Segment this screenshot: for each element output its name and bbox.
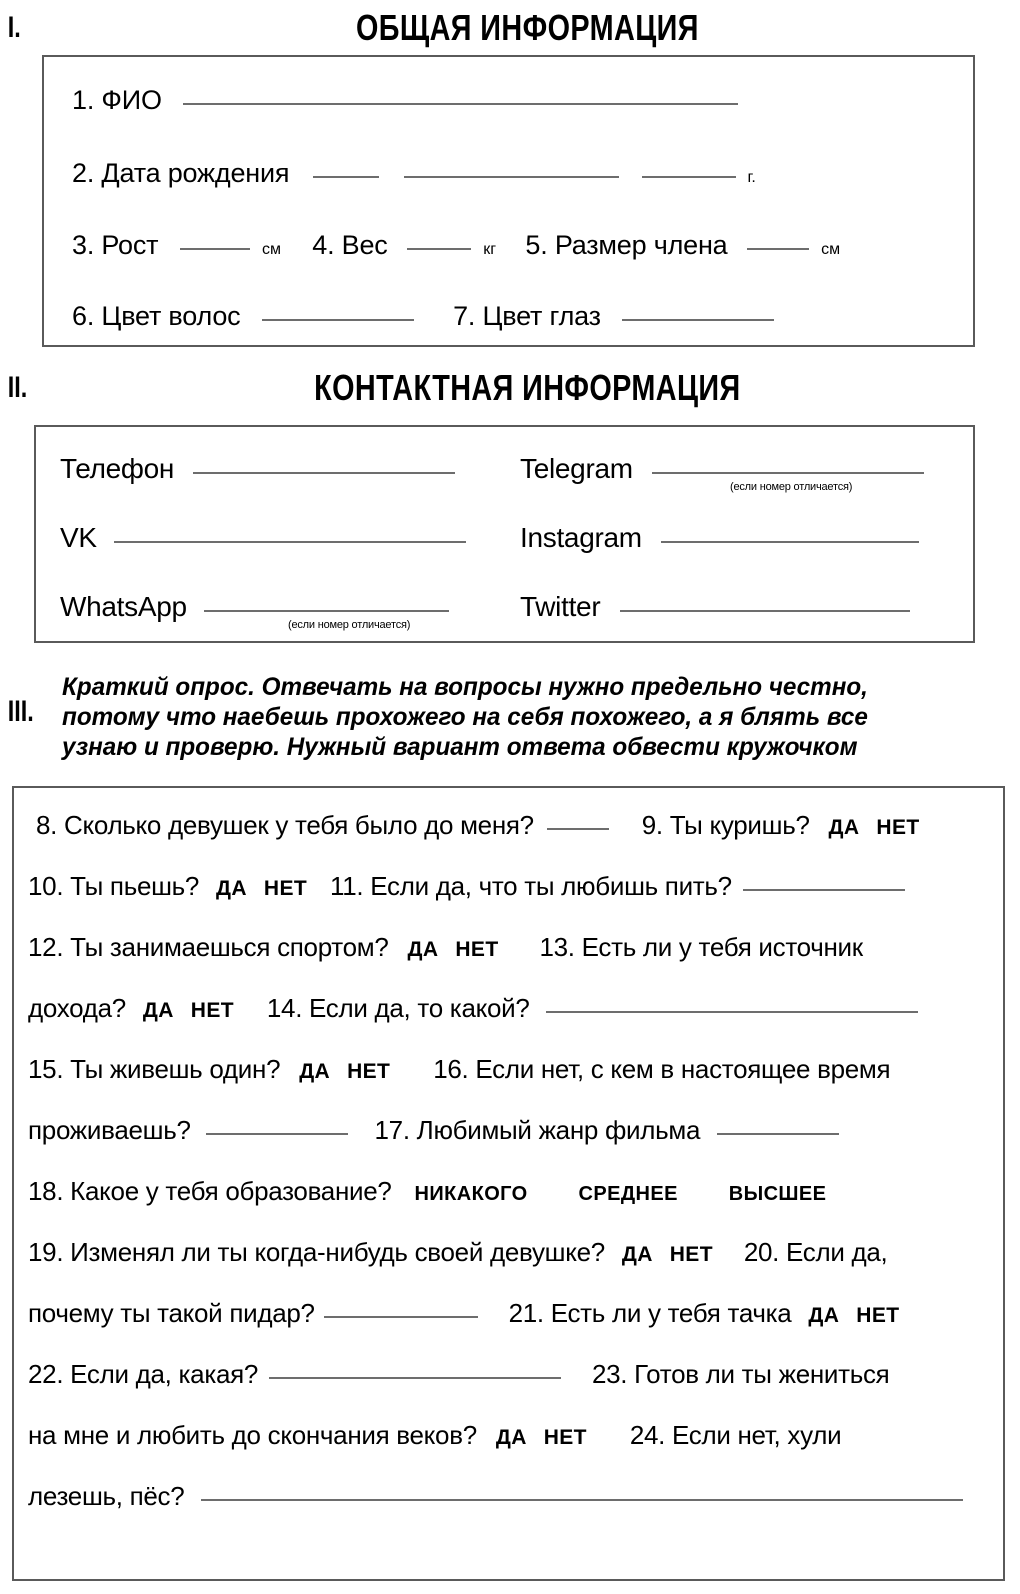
contact-telegram-note: (если номер отличается) — [730, 481, 853, 493]
question-22-input[interactable] — [269, 1377, 561, 1379]
question-11-input[interactable] — [743, 889, 905, 891]
section-i-title: ОБЩАЯ ИНФОРМАЦИЯ — [355, 7, 699, 48]
contact-vk-input[interactable] — [114, 541, 466, 543]
question-12-label: 12. Ты занимаешься спортом? — [28, 932, 389, 962]
question-23-label-line1: 23. Готов ли ты жениться — [591, 1359, 890, 1389]
question-21-answer-yes[interactable]: ДА — [808, 1304, 840, 1327]
contact-vk-row — [60, 524, 466, 552]
question-14-input[interactable] — [546, 1011, 918, 1013]
question-11-label: 11. Если да, что ты любишь пить? — [330, 871, 732, 901]
question-22-label: 22. Если да, какая? — [28, 1359, 259, 1389]
contact-instagram-input[interactable] — [661, 541, 919, 543]
question-24-continuation-row — [28, 1483, 963, 1509]
field-fullname-label: 1. ФИО — [72, 85, 162, 115]
question-18-row — [28, 1178, 826, 1204]
question-18-option-secondary[interactable]: СРЕДНЕЕ — [578, 1183, 678, 1205]
section-iii-box — [12, 786, 1005, 1581]
contact-telegram-input[interactable] — [652, 472, 924, 474]
field-eyecolor-input[interactable] — [622, 319, 774, 321]
question-23-answer-no[interactable]: НЕТ — [543, 1426, 587, 1449]
question-18-option-none[interactable]: НИКАКОГО — [414, 1183, 528, 1205]
question-10-answer-no[interactable]: НЕТ — [263, 877, 308, 900]
field-size-input[interactable] — [747, 248, 809, 250]
section-i-header — [0, 7, 1020, 48]
contact-twitter-label: Twitter — [520, 591, 601, 622]
field-eyecolor-label: 7. Цвет глаз — [453, 301, 601, 331]
question-19-row — [28, 1239, 887, 1265]
field-fullname-input[interactable] — [183, 103, 738, 105]
contact-phone-row — [60, 455, 455, 483]
question-17-label: 17. Любимый жанр фильма — [374, 1115, 701, 1145]
field-haircolor-input[interactable] — [262, 319, 414, 321]
contact-twitter-input[interactable] — [620, 610, 910, 612]
question-12-row — [28, 934, 863, 960]
field-height-label: 3. Рост — [72, 230, 159, 260]
question-23-label-line2: на мне и любить до скончания веков? — [28, 1420, 477, 1450]
question-15-answer-no[interactable]: НЕТ — [347, 1060, 391, 1083]
question-19-label: 19. Изменял ли ты когда-нибудь своей девушке? — [28, 1237, 605, 1267]
question-17-input[interactable] — [717, 1133, 839, 1135]
question-8-label: 8. Сколько девушек у тебя было до меня? — [36, 810, 534, 840]
field-birthdate-label: 2. Дата рождения — [72, 158, 290, 188]
question-12-answer-yes[interactable]: ДА — [407, 938, 439, 961]
field-weight-input[interactable] — [407, 248, 471, 250]
question-20-input[interactable] — [324, 1316, 478, 1318]
question-19-answer-yes[interactable]: ДА — [621, 1243, 653, 1266]
question-13-label-line2: дохода? — [28, 993, 126, 1023]
field-weight-label: 4. Вес — [312, 230, 388, 260]
field-size-unit: см — [821, 241, 841, 258]
contact-twitter-row — [520, 593, 910, 621]
field-colors-row — [72, 303, 774, 330]
question-24-label-line1: 24. Если нет, хули — [629, 1420, 842, 1450]
question-16-label-line1: 16. Если нет, с кем в настоящее время — [433, 1054, 891, 1084]
contact-instagram-row — [520, 524, 919, 552]
question-15-label: 15. Ты живешь один? — [28, 1054, 281, 1084]
question-20-label-line2: почему ты такой пидар? — [28, 1298, 315, 1328]
section-i-numeral: I. — [7, 11, 21, 44]
field-measurements-row — [72, 232, 840, 259]
question-22-row — [28, 1361, 889, 1387]
field-birthdate-day-input[interactable] — [313, 176, 379, 178]
question-16-input[interactable] — [206, 1133, 348, 1135]
question-21-label: 21. Есть ли у тебя тачка — [508, 1298, 792, 1328]
question-21-answer-no[interactable]: НЕТ — [856, 1304, 900, 1327]
question-9-answer-yes[interactable]: ДА — [828, 816, 860, 839]
contact-phone-input[interactable] — [193, 472, 455, 474]
question-8-input[interactable] — [547, 828, 609, 830]
question-23-answer-yes[interactable]: ДА — [495, 1426, 527, 1449]
question-8-row — [36, 812, 920, 838]
field-weight-unit: кг — [483, 241, 497, 258]
field-birthdate-month-input[interactable] — [404, 176, 619, 178]
section-i-box — [42, 55, 975, 347]
section-iii-numeral: III. — [7, 695, 34, 728]
contact-vk-label: VK — [60, 522, 97, 553]
contact-telegram-row — [520, 455, 924, 483]
field-size-label: 5. Размер члена — [525, 230, 728, 260]
section-ii-box — [34, 425, 975, 643]
contact-instagram-label: Instagram — [520, 522, 642, 553]
question-20-label-line1: 20. Если да, — [743, 1237, 888, 1267]
question-13-label-line1: 13. Есть ли у тебя источник — [539, 932, 863, 962]
contact-telegram-label: Telegram — [520, 453, 633, 484]
field-height-unit: см — [261, 241, 281, 258]
question-9-label: 9. Ты куришь? — [641, 810, 810, 840]
question-10-label: 10. Ты пьешь? — [28, 871, 200, 901]
section-ii-numeral: II. — [7, 371, 28, 404]
question-16-continuation-row — [28, 1117, 839, 1143]
field-birthdate-year-input[interactable] — [642, 176, 736, 178]
field-birthdate-year-suffix: г. — [747, 169, 756, 186]
contact-phone-label: Телефон — [60, 453, 175, 484]
question-24-label-line2: лезешь, пёс? — [28, 1481, 185, 1511]
question-10-answer-yes[interactable]: ДА — [216, 877, 247, 900]
question-9-answer-no[interactable]: НЕТ — [876, 816, 920, 839]
question-13-continuation-row — [28, 995, 918, 1021]
question-12-answer-no[interactable]: НЕТ — [455, 938, 499, 961]
question-16-label-line2: проживаешь? — [28, 1115, 191, 1145]
field-height-input[interactable] — [180, 248, 250, 250]
field-birthdate-row — [72, 160, 756, 187]
question-14-label: 14. Если да, то какой? — [266, 993, 530, 1023]
section-ii-header — [0, 367, 1020, 408]
question-15-answer-yes[interactable]: ДА — [299, 1060, 331, 1083]
section-iii-intro: Краткий опрос. Отвечать на вопросы нужно предельно честно, потому что наебешь прохожего на себя похожего, а я блять все узнаю и проверю. Нужный вариант ответа обвести кружочком — [62, 673, 868, 761]
contact-whatsapp-input[interactable] — [204, 610, 449, 612]
question-23-continuation-row — [28, 1422, 841, 1448]
field-fullname-row — [72, 87, 738, 114]
contact-whatsapp-note: (если номер отличается) — [288, 619, 411, 631]
question-18-label: 18. Какое у тебя образование? — [28, 1176, 392, 1206]
question-20-continuation-row — [28, 1300, 899, 1326]
section-ii-title: КОНТАКТНАЯ ИНФОРМАЦИЯ — [314, 367, 741, 408]
question-24-input[interactable] — [201, 1499, 963, 1501]
question-19-answer-no[interactable]: НЕТ — [669, 1243, 713, 1266]
contact-whatsapp-label: WhatsApp — [60, 591, 187, 622]
question-13-answer-yes[interactable]: ДА — [142, 999, 174, 1022]
question-15-row — [28, 1056, 890, 1082]
contact-whatsapp-row — [60, 593, 449, 621]
question-13-answer-no[interactable]: НЕТ — [190, 999, 234, 1022]
field-haircolor-label: 6. Цвет волос — [72, 301, 241, 331]
question-18-option-higher[interactable]: ВЫСШЕЕ — [728, 1183, 827, 1205]
question-10-row — [28, 873, 905, 899]
